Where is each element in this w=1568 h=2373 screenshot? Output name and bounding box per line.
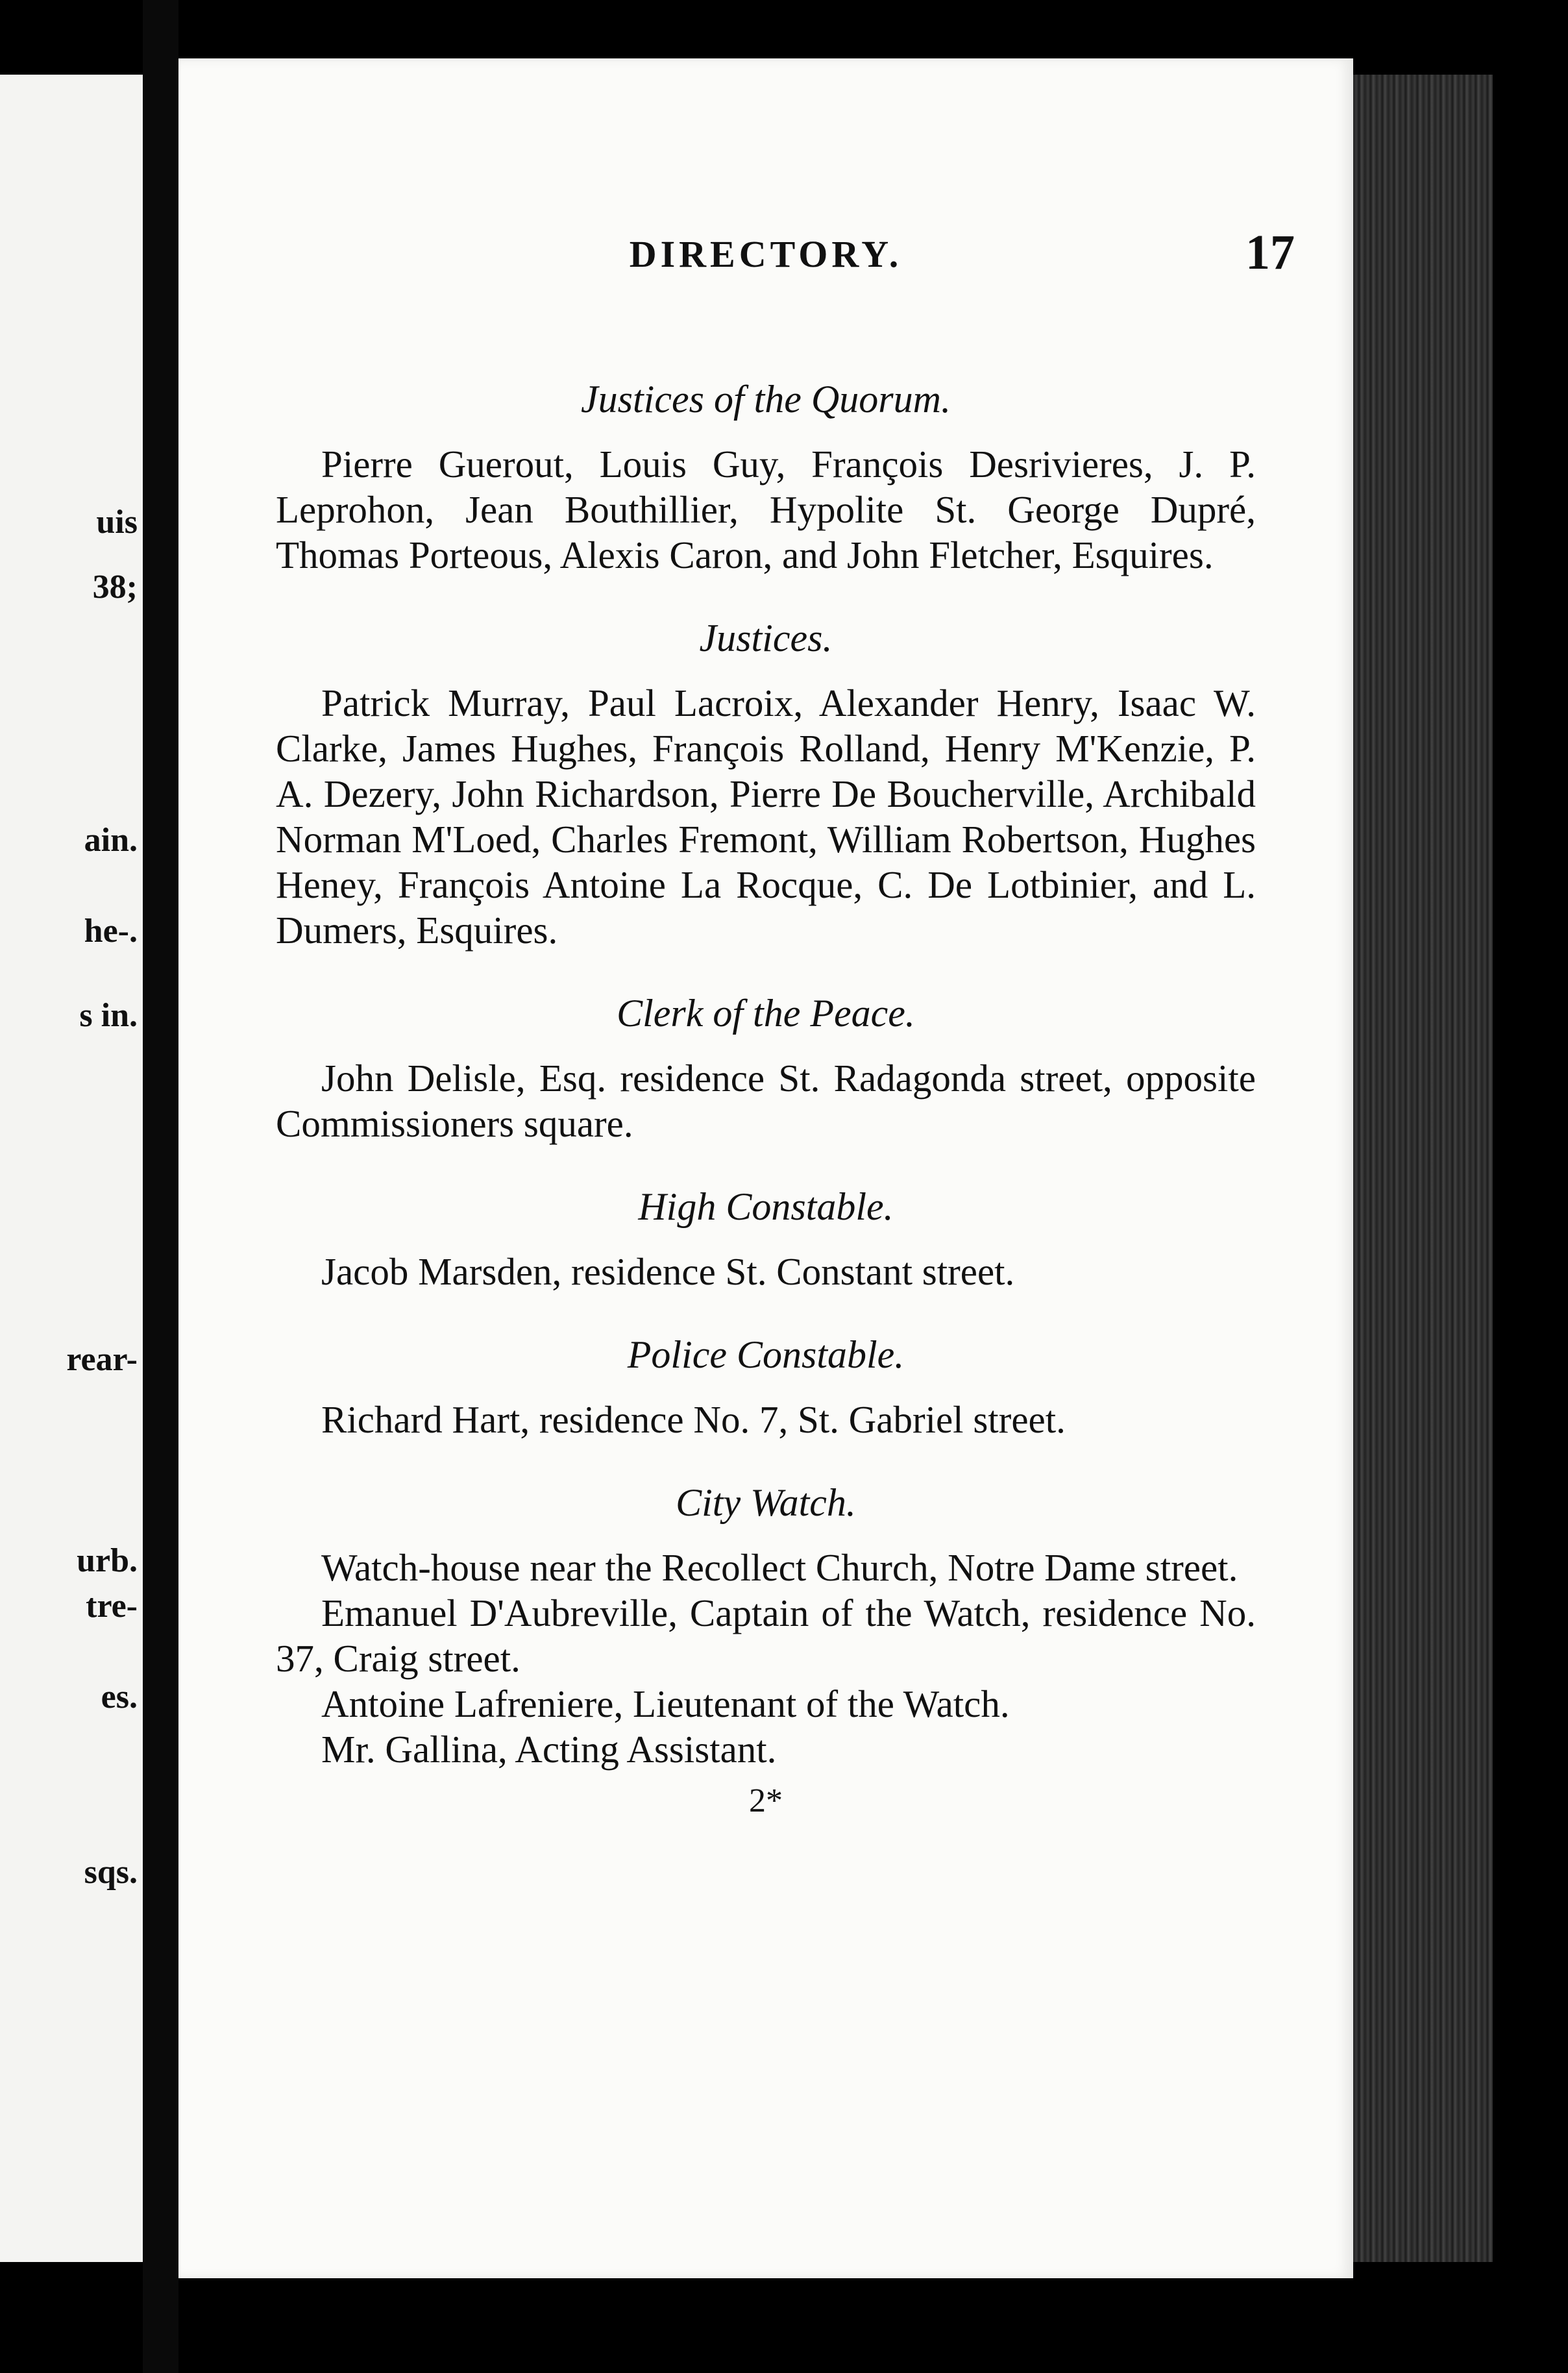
section-clerk-of-the-peace [276, 990, 1256, 1146]
left-page-fragment: es. [101, 1678, 138, 1715]
paragraph: Jacob Marsden, residence St. Constant street. [321, 1250, 1015, 1293]
section-title: City Watch. [676, 1481, 856, 1524]
left-facing-page [0, 75, 143, 2262]
left-page-fragment: rear- [66, 1341, 138, 1378]
left-page-fragment: 38; [92, 569, 138, 606]
page-header [178, 225, 1353, 291]
section-title: Police Constable. [627, 1333, 905, 1376]
section-title: Clerk of the Peace. [617, 992, 915, 1035]
left-page-fragment: ain. [84, 822, 138, 859]
left-page-fragment: tre- [86, 1588, 138, 1625]
section-title: Justices. [699, 617, 833, 659]
section-city-watch [276, 1480, 1256, 1824]
paragraph: Watch-house near the Recollect Church, Notre Dame street. [321, 1546, 1238, 1589]
document-page [178, 58, 1353, 2278]
book-gutter [143, 0, 178, 2373]
section-justices-of-the-quorum [276, 376, 1256, 578]
page-content [276, 376, 1256, 1824]
left-page-fragment: s in. [79, 997, 138, 1034]
left-page-fragment: sqs. [84, 1854, 138, 1891]
book-page-edges [1353, 75, 1493, 2262]
running-head: DIRECTORY. [629, 233, 903, 275]
page-number: 17 [1245, 225, 1295, 280]
signature-mark: 2* [749, 1782, 783, 1819]
section-title: High Constable. [638, 1185, 894, 1228]
paragraph: Richard Hart, residence No. 7, St. Gabriel street. [321, 1398, 1066, 1441]
section-police-constable [276, 1332, 1256, 1442]
paragraph: Antoine Lafreniere, Lieutenant of the Watch. [321, 1682, 1010, 1725]
section-high-constable [276, 1184, 1256, 1294]
paragraph: Emanuel D'Aubreville, Captain of the Watch, residence No. 37, Craig street. [276, 1592, 1256, 1680]
left-page-fragment: urb. [77, 1542, 138, 1579]
paragraph: Pierre Guerout, Louis Guy, François Desrivieres, J. P. Leprohon, Jean Bouthillier, Hypolite St. George Dupré, Thomas Porteous, Alexis Caron, and John Fletcher, Esquires. [276, 443, 1256, 576]
section-title: Justices of the Quorum. [581, 378, 951, 421]
paragraph: John Delisle, Esq. residence St. Radagonda street, opposite Commissioners square. [276, 1057, 1256, 1145]
left-page-fragment: uis [96, 504, 138, 541]
left-page-fragment: he-. [84, 913, 138, 950]
paragraph: Patrick Murray, Paul Lacroix, Alexander Henry, Isaac W. Clarke, James Hughes, François Rolland, Henry M'Kenzie, P. A. Dezery, John Richardson, Pierre De Boucherville, Archibald Norman M'Loed, Charles Fremont, William Robertson, Hughes Heney, François Antoine La Rocque, C. De Lotbinier, and L. Dumers, Esquires. [276, 682, 1256, 952]
section-justices [276, 615, 1256, 953]
paragraph: Mr. Gallina, Acting Assistant. [321, 1728, 777, 1771]
